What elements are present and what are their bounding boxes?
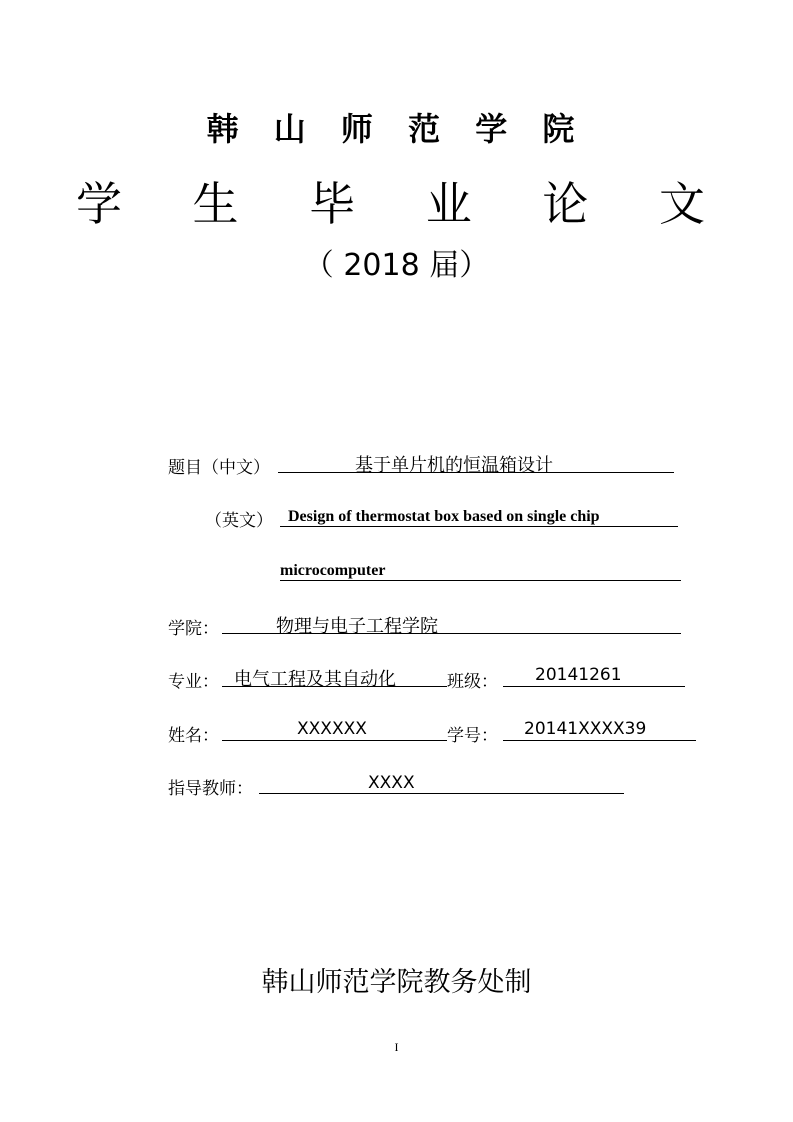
thesis-type-title: 学 生 毕 业 论 文 xyxy=(75,177,734,231)
major-label: 专业： xyxy=(168,672,219,692)
class-underline xyxy=(503,686,685,687)
advisor-value: XXXX xyxy=(368,773,415,793)
topic-en-label: （英文） xyxy=(205,511,273,531)
student-id-label: 学号： xyxy=(447,726,498,746)
name-underline xyxy=(222,740,447,741)
school-name: 韩 山 师 范 学 院 xyxy=(206,110,587,148)
topic-cn-value: 基于单片机的恒温箱设计 xyxy=(355,455,553,476)
student-id-underline xyxy=(503,740,696,741)
college-value: 物理与电子工程学院 xyxy=(276,616,438,637)
name-label: 姓名： xyxy=(168,726,219,746)
graduation-year: （ 2018 届） xyxy=(303,248,490,283)
page-number: I xyxy=(394,1040,399,1054)
major-value: 电气工程及其自动化 xyxy=(234,669,396,690)
class-value: 20141261 xyxy=(535,665,622,685)
name-value: XXXXXX xyxy=(297,719,367,739)
issuing-office: 韩山师范学院教务处制 xyxy=(261,967,532,998)
college-label: 学院： xyxy=(168,619,219,639)
topic-cn-label: 题目（中文） xyxy=(168,458,270,478)
class-label: 班级： xyxy=(447,672,498,692)
topic-en-value-line2: microcomputer xyxy=(280,562,386,579)
topic-en-value-line1: Design of thermostat box based on single chip xyxy=(288,508,600,525)
student-id-value: 20141XXXX39 xyxy=(524,719,647,739)
topic-en-underline-1 xyxy=(280,526,678,527)
advisor-underline xyxy=(259,793,624,794)
topic-en-underline-2 xyxy=(280,580,681,581)
advisor-label: 指导教师： xyxy=(168,779,253,799)
